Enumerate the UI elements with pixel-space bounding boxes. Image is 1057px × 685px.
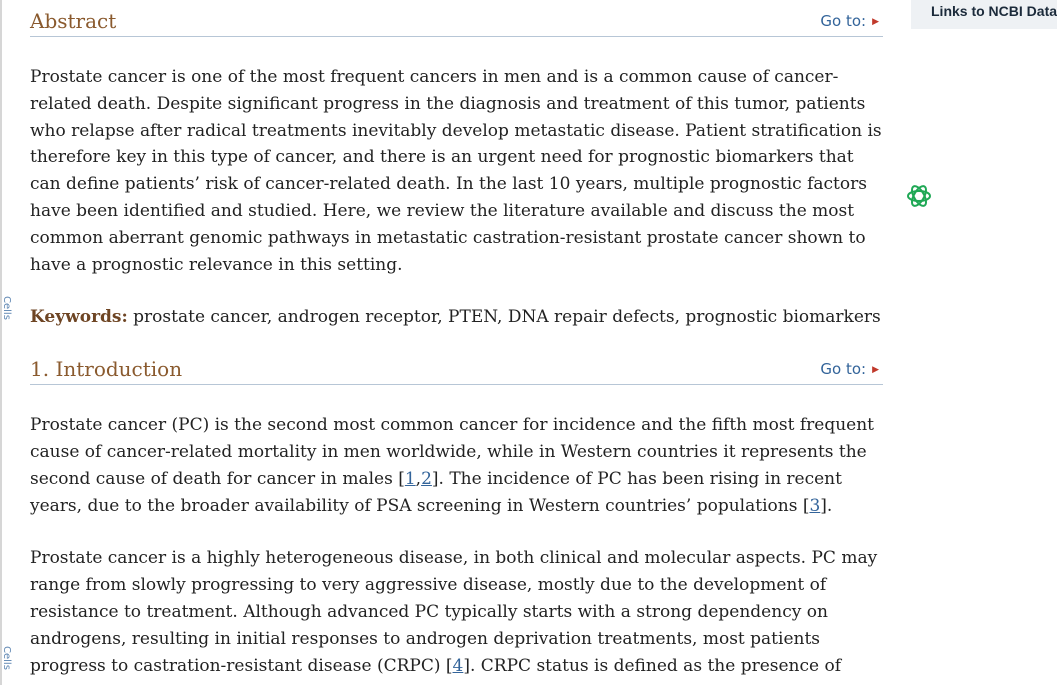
reference-link-4[interactable]: 4 — [452, 655, 464, 676]
intro-paragraph-2 — [30, 545, 883, 679]
reference-link-2[interactable]: 2 — [421, 468, 432, 489]
introduction-goto-link[interactable]: Go to: ▶ — [820, 360, 879, 379]
keywords-list: prostate cancer, androgen receptor, PTEN, DNA repair defects, prognostic biomarkers — [133, 307, 881, 328]
triangle-right-icon: ▶ — [872, 365, 879, 376]
ref-separator: , — [415, 468, 422, 489]
intro-p1-text-2: ]. The incidence of PC has been rising in recent years, due to the broader availability of PSA screening in Western countries’ populations [ — [30, 468, 842, 516]
abstract-title: Abstract — [30, 9, 117, 33]
reference-link-3[interactable]: 3 — [809, 495, 821, 516]
article-body — [30, 0, 883, 679]
reference-link-1[interactable]: 1 — [404, 468, 416, 489]
side-tab-cells[interactable]: Cells — [1, 296, 12, 320]
abstract-goto-link[interactable]: Go to: ▶ — [820, 12, 879, 30]
triangle-right-icon: ▶ — [872, 17, 879, 27]
intro-p1-text-1: Prostate cancer (PC) is the second most common cancer for incidence and the fifth most frequent cause of cancer-related mortality in men worldwide, while in Western countries it represents the second cause of death for cancer in males [ — [30, 415, 874, 489]
left-border — [0, 0, 2, 685]
side-tab-cells-2[interactable]: Cells — [1, 646, 12, 670]
intro-p2-text-1: Prostate cancer is a highly heterogeneous disease, in both clinical and molecular aspects. PC may range from slowly progressing to very aggressive disease, mostly due to the development of resistance to treatment. Although advanced PC typically starts with a strong dependency on androgens, resulting in initial responses to androgen deprivation treatments, most patients progress to castration-resistant disease (CRPC) [ — [30, 548, 878, 676]
intro-p1-text-3: ]. — [820, 495, 833, 516]
intro-paragraph-1 — [30, 412, 883, 519]
intro-p2-text-2: ]. CRPC status is defined as the presence of — [463, 655, 842, 676]
links-to-ncbi-data[interactable]: Links to NCBI Data — [911, 0, 1057, 29]
introduction-title: 1. Introduction — [30, 357, 183, 382]
abstract-header — [30, 0, 883, 37]
introduction-header — [30, 348, 883, 385]
abstract-text: Prostate cancer is one of the most frequent cancers in men and is a common cause of cancer-related death. Despite significant progress in the diagnosis and treatment of this tumor, patients who relapse after radical treatments inevitably develop metastatic disease. Patient stratification is therefore key in this type of cancer, and there is an urgent need for prognostic biomarkers that can define patients’ risk of cancer-related death. In the last 10 years, multiple prognostic factors have been identified and studied. Here, we review the literature available and discuss the most common aberrant genomic pathways in metastatic castration-resistant prostate cancer shown to have a prognostic relevance in this setting. — [30, 67, 882, 275]
keywords — [30, 304, 883, 331]
chatgpt-logo-icon[interactable] — [905, 182, 933, 210]
keywords-label: Keywords: — [30, 307, 128, 328]
